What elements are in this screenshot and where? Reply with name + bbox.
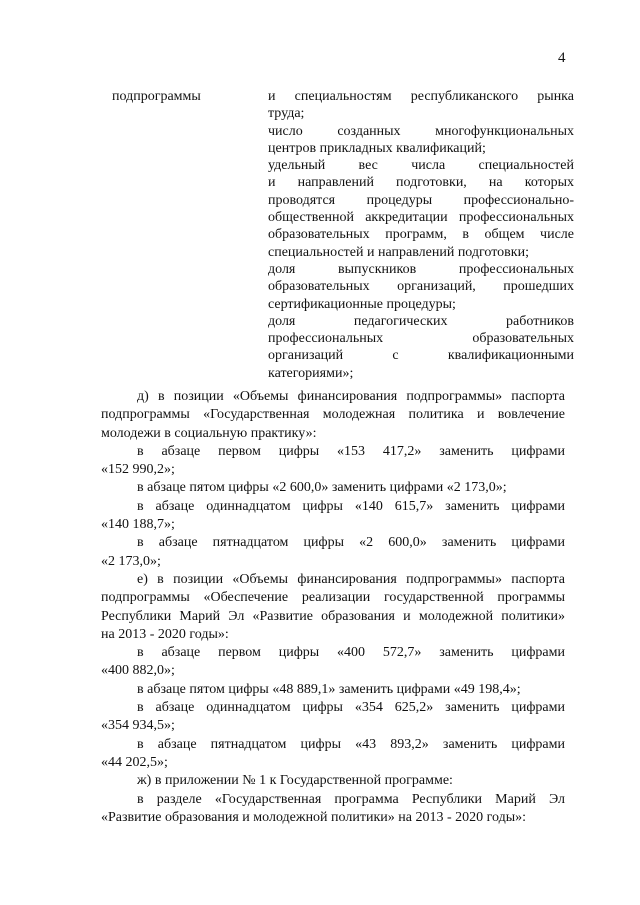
table-content-line: труда; [268, 106, 305, 122]
table-content-line: организаций с квалификационными [268, 348, 574, 364]
body-line: в абзаце пятом цифры «2 600,0» заменить цифрами «2 173,0»; [137, 480, 507, 496]
table-content-line: специальностей и направлений подготовки; [268, 244, 529, 260]
body-line: «140 188,7»; [101, 517, 175, 533]
body-line: ж) в приложении № 1 к Государственной программе: [137, 773, 453, 789]
table-content-line: общественной аккредитации профессиональных [268, 210, 574, 226]
table-content-line: и направлений подготовки, на которых [268, 175, 574, 191]
body-line: д) в позиции «Объемы финансирования подпрограммы» паспорта [137, 389, 565, 404]
body-line: е) в позиции «Объемы финансирования подпрограммы» паспорта [137, 571, 565, 587]
body-line: подпрограммы «Государственная молодежная политика и вовлечение [101, 407, 565, 423]
table-content-line: проводятся процедуры профессионально- [268, 192, 574, 208]
table-content-line: образовательных организаций, прошедших [268, 279, 574, 295]
table-content-line: профессиональных образовательных [268, 331, 574, 347]
body-line: «354 934,5»; [101, 718, 175, 734]
body-line: в разделе «Государственная программа Республики Марий Эл [137, 791, 565, 807]
body-line: в абзаце первом цифры «153 417,2» заменить цифрами [137, 443, 565, 459]
table-content-line: доля выпускников профессиональных [268, 261, 574, 277]
body-line: в абзаце пятнадцатом цифры «43 893,2» заменить цифрами [137, 736, 565, 752]
body-line: на 2013 - 2020 годы»: [101, 626, 229, 642]
body-line: «152 990,2»; [101, 462, 175, 478]
table-content-line: центров прикладных квалификаций; [268, 140, 486, 156]
amendments-text [101, 388, 565, 827]
table-content-line: сертификационные процедуры; [268, 296, 456, 312]
body-line: в абзаце первом цифры «400 572,7» заменить цифрами [137, 645, 565, 661]
table-row-content [268, 88, 574, 382]
body-line: «44 202,5»; [101, 754, 168, 770]
table-row-label: подпрограммы [112, 89, 201, 104]
table-content-line: образовательных программ, в общем числе [268, 227, 574, 243]
page-number: 4 [558, 50, 566, 66]
body-line: в абзаце пятом цифры «48 889,1» заменить цифрами «49 198,4»; [137, 681, 521, 697]
body-line: в абзаце одиннадцатом цифры «354 625,2» заменить цифрами [137, 700, 565, 716]
body-line: в абзаце пятнадцатом цифры «2 600,0» заменить цифрами [137, 535, 565, 551]
table-content-line: доля педагогических работников [268, 313, 574, 329]
body-line: в абзаце одиннадцатом цифры «140 615,7» заменить цифрами [137, 498, 565, 514]
body-line: Республики Марий Эл «Развитие образования и молодежной политики» [101, 608, 565, 624]
body-line: молодежи в социальную практику»: [101, 425, 317, 441]
body-line: «Развитие образования и молодежной политики» на 2013 - 2020 годы»: [101, 809, 527, 825]
table-content-line: категориями»; [268, 365, 354, 381]
body-line: подпрограммы «Обеспечение реализации государственной программы [101, 590, 565, 606]
body-line: «400 882,0»; [101, 663, 175, 679]
body-line: «2 173,0»; [101, 553, 161, 569]
table-content-line: число созданных многофункциональных [268, 123, 574, 139]
table-content-line: удельный вес числа специальностей [268, 158, 574, 174]
table-content-line: и специальностям республиканского рынка [268, 89, 574, 104]
